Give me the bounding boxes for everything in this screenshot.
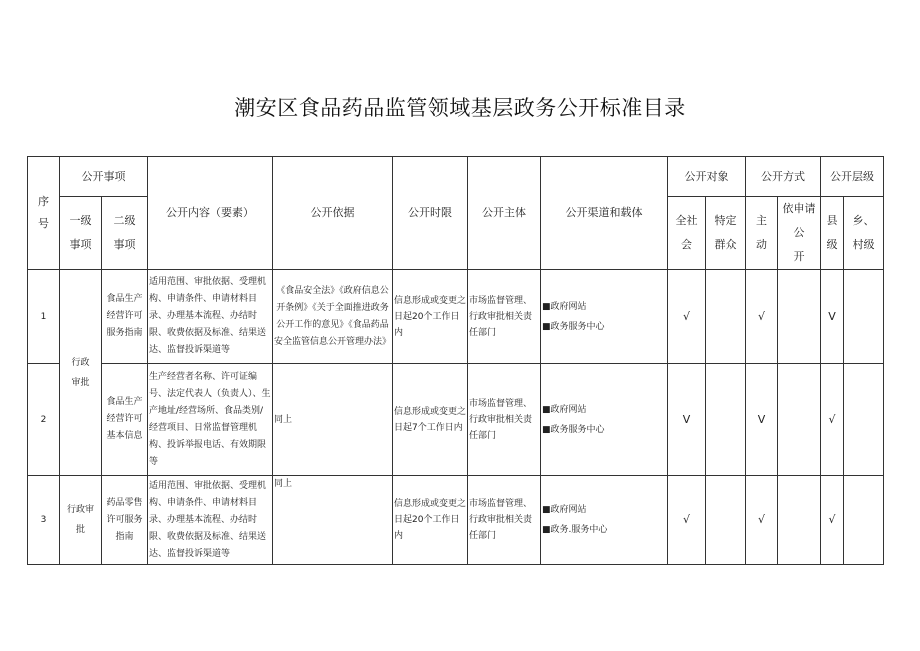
row-target-specific [706, 476, 746, 565]
header-target-specific: 特定 群众 [706, 197, 746, 270]
header-method: 公开方式 [746, 157, 821, 197]
row-basis: 同上 [273, 476, 393, 565]
row-subject: 市场监督管理、行政审批相关责任部门 [468, 364, 541, 476]
header-items: 公开事项 [60, 157, 148, 197]
row-tier-town [844, 476, 884, 565]
header-target-all: 全社 会 [668, 197, 706, 270]
header-seq: 序 号 [28, 157, 60, 270]
row-tier-town [844, 270, 884, 364]
row-seq: 1 [28, 270, 60, 364]
row-content: 适用范围、审批依据、受理机构、申请条件、申请材料目录、办理基本流程、办结时限、收费依据及标准、结果送达、监督投诉渠道等 [148, 270, 273, 364]
header-tier-county: 县 级 [821, 197, 844, 270]
row-level2: 食品生产经营许可基本信息 [102, 364, 148, 476]
row-target-all: √ [668, 270, 706, 364]
row-target-specific [706, 364, 746, 476]
header-subject: 公开主体 [468, 157, 541, 270]
row-method-active: V [746, 364, 778, 476]
row-tier-town [844, 364, 884, 476]
row-content: 适用范围、审批依据、受理机构、申请条件、申请材料目录、办理基本流程、办结时限、收费依据及标准、结果送达、监督投诉渠道等 [148, 476, 273, 565]
row-basis: 《食品安全法》《政府信息公开条例》《关于全面推进政务公开工作的意见》《食品药品安全监管信息公开管理办法》 [273, 270, 393, 364]
header-tier-town: 乡、 村级 [844, 197, 884, 270]
header-level1: 一级 事项 [60, 197, 102, 270]
row-level2: 食品生产经营许可服务指南 [102, 270, 148, 364]
header-method-active: 主 动 [746, 197, 778, 270]
page-title: 潮安区食品药品监管领域基层政务公开标准目录 [234, 96, 686, 120]
table-row [28, 476, 884, 565]
row-seq: 3 [28, 476, 60, 565]
row-deadline: 信息形成或变更之日起20个工作日内 [393, 270, 468, 364]
header-channel: 公开渠道和载体 [541, 157, 668, 270]
row-method-active: √ [746, 270, 778, 364]
row-subject: 市场监督管理、行政审批相关责任部门 [468, 270, 541, 364]
row-method-apply [778, 476, 821, 565]
table-row [28, 364, 884, 476]
row-subject: 市场监督管理、行政审批相关责任部门 [468, 476, 541, 565]
row-target-all: V [668, 364, 706, 476]
row-seq: 2 [28, 364, 60, 476]
header-basis: 公开依据 [273, 157, 393, 270]
row-method-apply [778, 364, 821, 476]
row-level1: 行政审 批 [60, 476, 102, 565]
header-content: 公开内容（要素） [148, 157, 273, 270]
row-target-all: √ [668, 476, 706, 565]
row-deadline: 信息形成或变更之日起20个工作日内 [393, 476, 468, 565]
table-row [28, 270, 884, 364]
header-target: 公开对象 [668, 157, 746, 197]
row-basis: 同上 [273, 364, 393, 476]
row-level2: 药品零售许可服务指南 [102, 476, 148, 565]
row-tier-county: √ [821, 364, 844, 476]
disclosure-table [27, 156, 884, 565]
row-deadline: 信息形成或变更之日起7个工作日内 [393, 364, 468, 476]
row-method-active: √ [746, 476, 778, 565]
header-tier: 公开层级 [821, 157, 884, 197]
row-tier-county: V [821, 270, 844, 364]
row-tier-county: √ [821, 476, 844, 565]
header-level2: 二级 事项 [102, 197, 148, 270]
row-channel: ■政府网站 ■政务.服务中心 [541, 476, 668, 565]
row-channel: ■政府网站 ■政务服务中心 [541, 364, 668, 476]
row-target-specific [706, 270, 746, 364]
header-deadline: 公开时限 [393, 157, 468, 270]
row-method-apply [778, 270, 821, 364]
row-content: 生产经营者名称、许可证编号、法定代表人（负责人）、生产地址/经营场所、食品类别/经营项目、日常监督管理机构、投诉举报电话、有效期限等 [148, 364, 273, 476]
header-method-apply: 依申请公 开 [778, 197, 821, 270]
row-channel: ■政府网站 ■政务服务中心 [541, 270, 668, 364]
row-level1: 行政 审批 [60, 270, 102, 476]
